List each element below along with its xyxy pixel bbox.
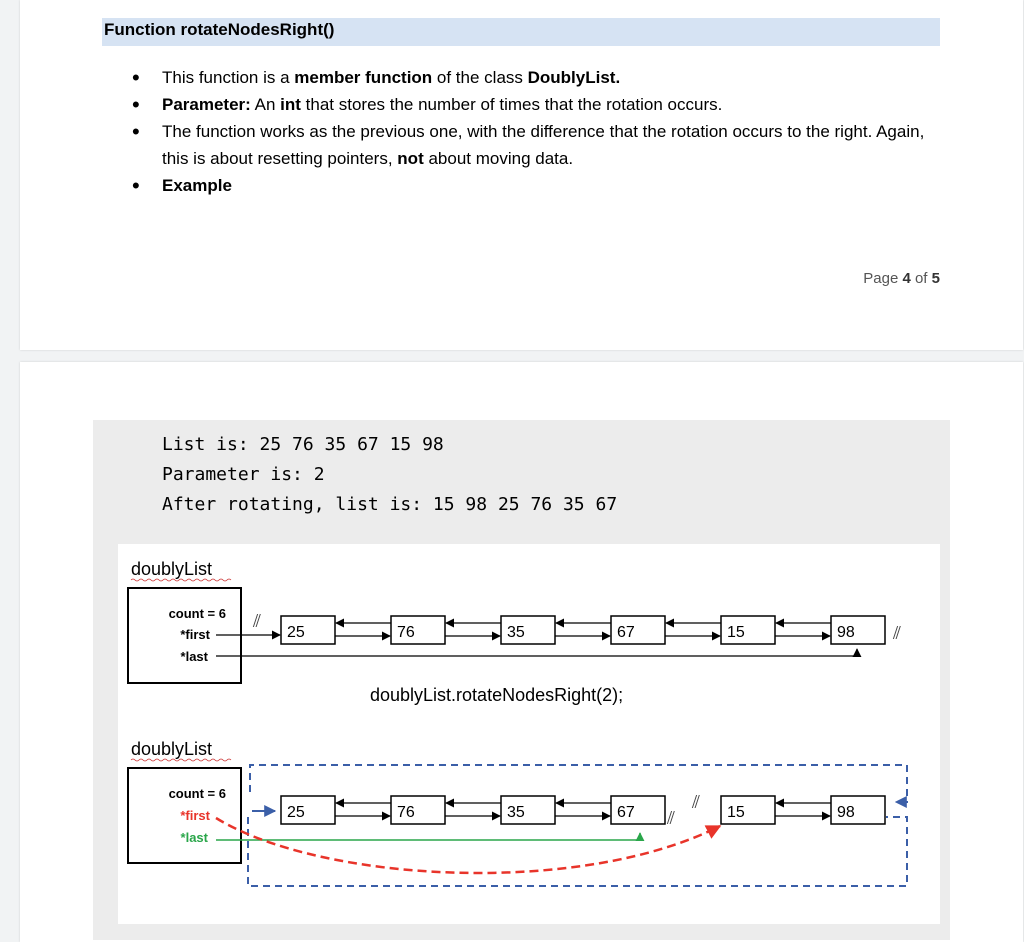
after-node-value: 98 — [837, 804, 855, 821]
after-first: *first — [180, 808, 210, 823]
null-marker-icon: ⫽ — [667, 808, 676, 828]
before-count: count = 6 — [168, 606, 226, 621]
after-node-chain — [281, 796, 885, 824]
rotate-call: doublyList.rotateNodesRight(2); — [370, 685, 624, 705]
bullet-item: • Parameter: An int that stores the number of times that the rotation occurs. — [130, 91, 940, 118]
before-last-arrow — [216, 649, 857, 656]
bullet-item: • This function is a member function of the class DoublyList. — [130, 64, 940, 91]
after-list-label: doublyList — [131, 739, 213, 759]
output-line: List is: 25 76 35 67 15 98 — [162, 434, 444, 455]
before-node-value: 35 — [507, 624, 525, 641]
after-node-value: 35 — [507, 804, 525, 821]
spell-underline — [131, 759, 231, 761]
relink-first-to-last — [248, 817, 907, 886]
null-marker-icon: ⫽ — [893, 623, 902, 643]
before-node-value: 67 — [617, 624, 635, 641]
bullet-item: • The function works as the previous one, with the difference that the rotation occurs to the right. Again, this is about resetting pointers, not about moving data. — [130, 118, 940, 172]
before-node-value: 76 — [397, 624, 415, 641]
document-page-4 — [20, 0, 1023, 350]
null-marker-icon: ⫽ — [692, 792, 701, 812]
before-node-value: 25 — [287, 624, 305, 641]
rotate-diagram — [20, 362, 1023, 942]
after-node-value: 67 — [617, 804, 635, 821]
output-line: After rotating, list is: 15 98 25 76 35 67 — [162, 494, 618, 515]
after-node-value: 25 — [287, 804, 305, 821]
before-last: *last — [180, 649, 208, 664]
relink-last-to-first — [250, 765, 907, 802]
bullet-list — [130, 64, 940, 199]
after-node-value: 76 — [397, 804, 415, 821]
after-last-arrow — [216, 833, 640, 840]
before-node-chain — [281, 616, 885, 644]
bullet-item: • Example — [130, 172, 940, 199]
before-node-value: 15 — [727, 624, 745, 641]
page-number: Page 4 of 5 — [863, 270, 940, 287]
after-last: *last — [180, 830, 208, 845]
before-list-label: doublyList — [131, 559, 213, 579]
after-count: count = 6 — [168, 786, 226, 801]
null-marker-icon: ⫽ — [253, 611, 262, 631]
before-node-value: 98 — [837, 624, 855, 641]
after-first-arrow — [216, 818, 720, 873]
before-first: *first — [180, 627, 210, 642]
output-line: Parameter is: 2 — [162, 464, 325, 485]
document-page-5 — [20, 362, 1023, 942]
section-title: Function rotateNodesRight() — [104, 20, 335, 39]
spell-underline — [131, 579, 231, 581]
section-heading — [102, 18, 940, 46]
after-node-value: 15 — [727, 804, 745, 821]
